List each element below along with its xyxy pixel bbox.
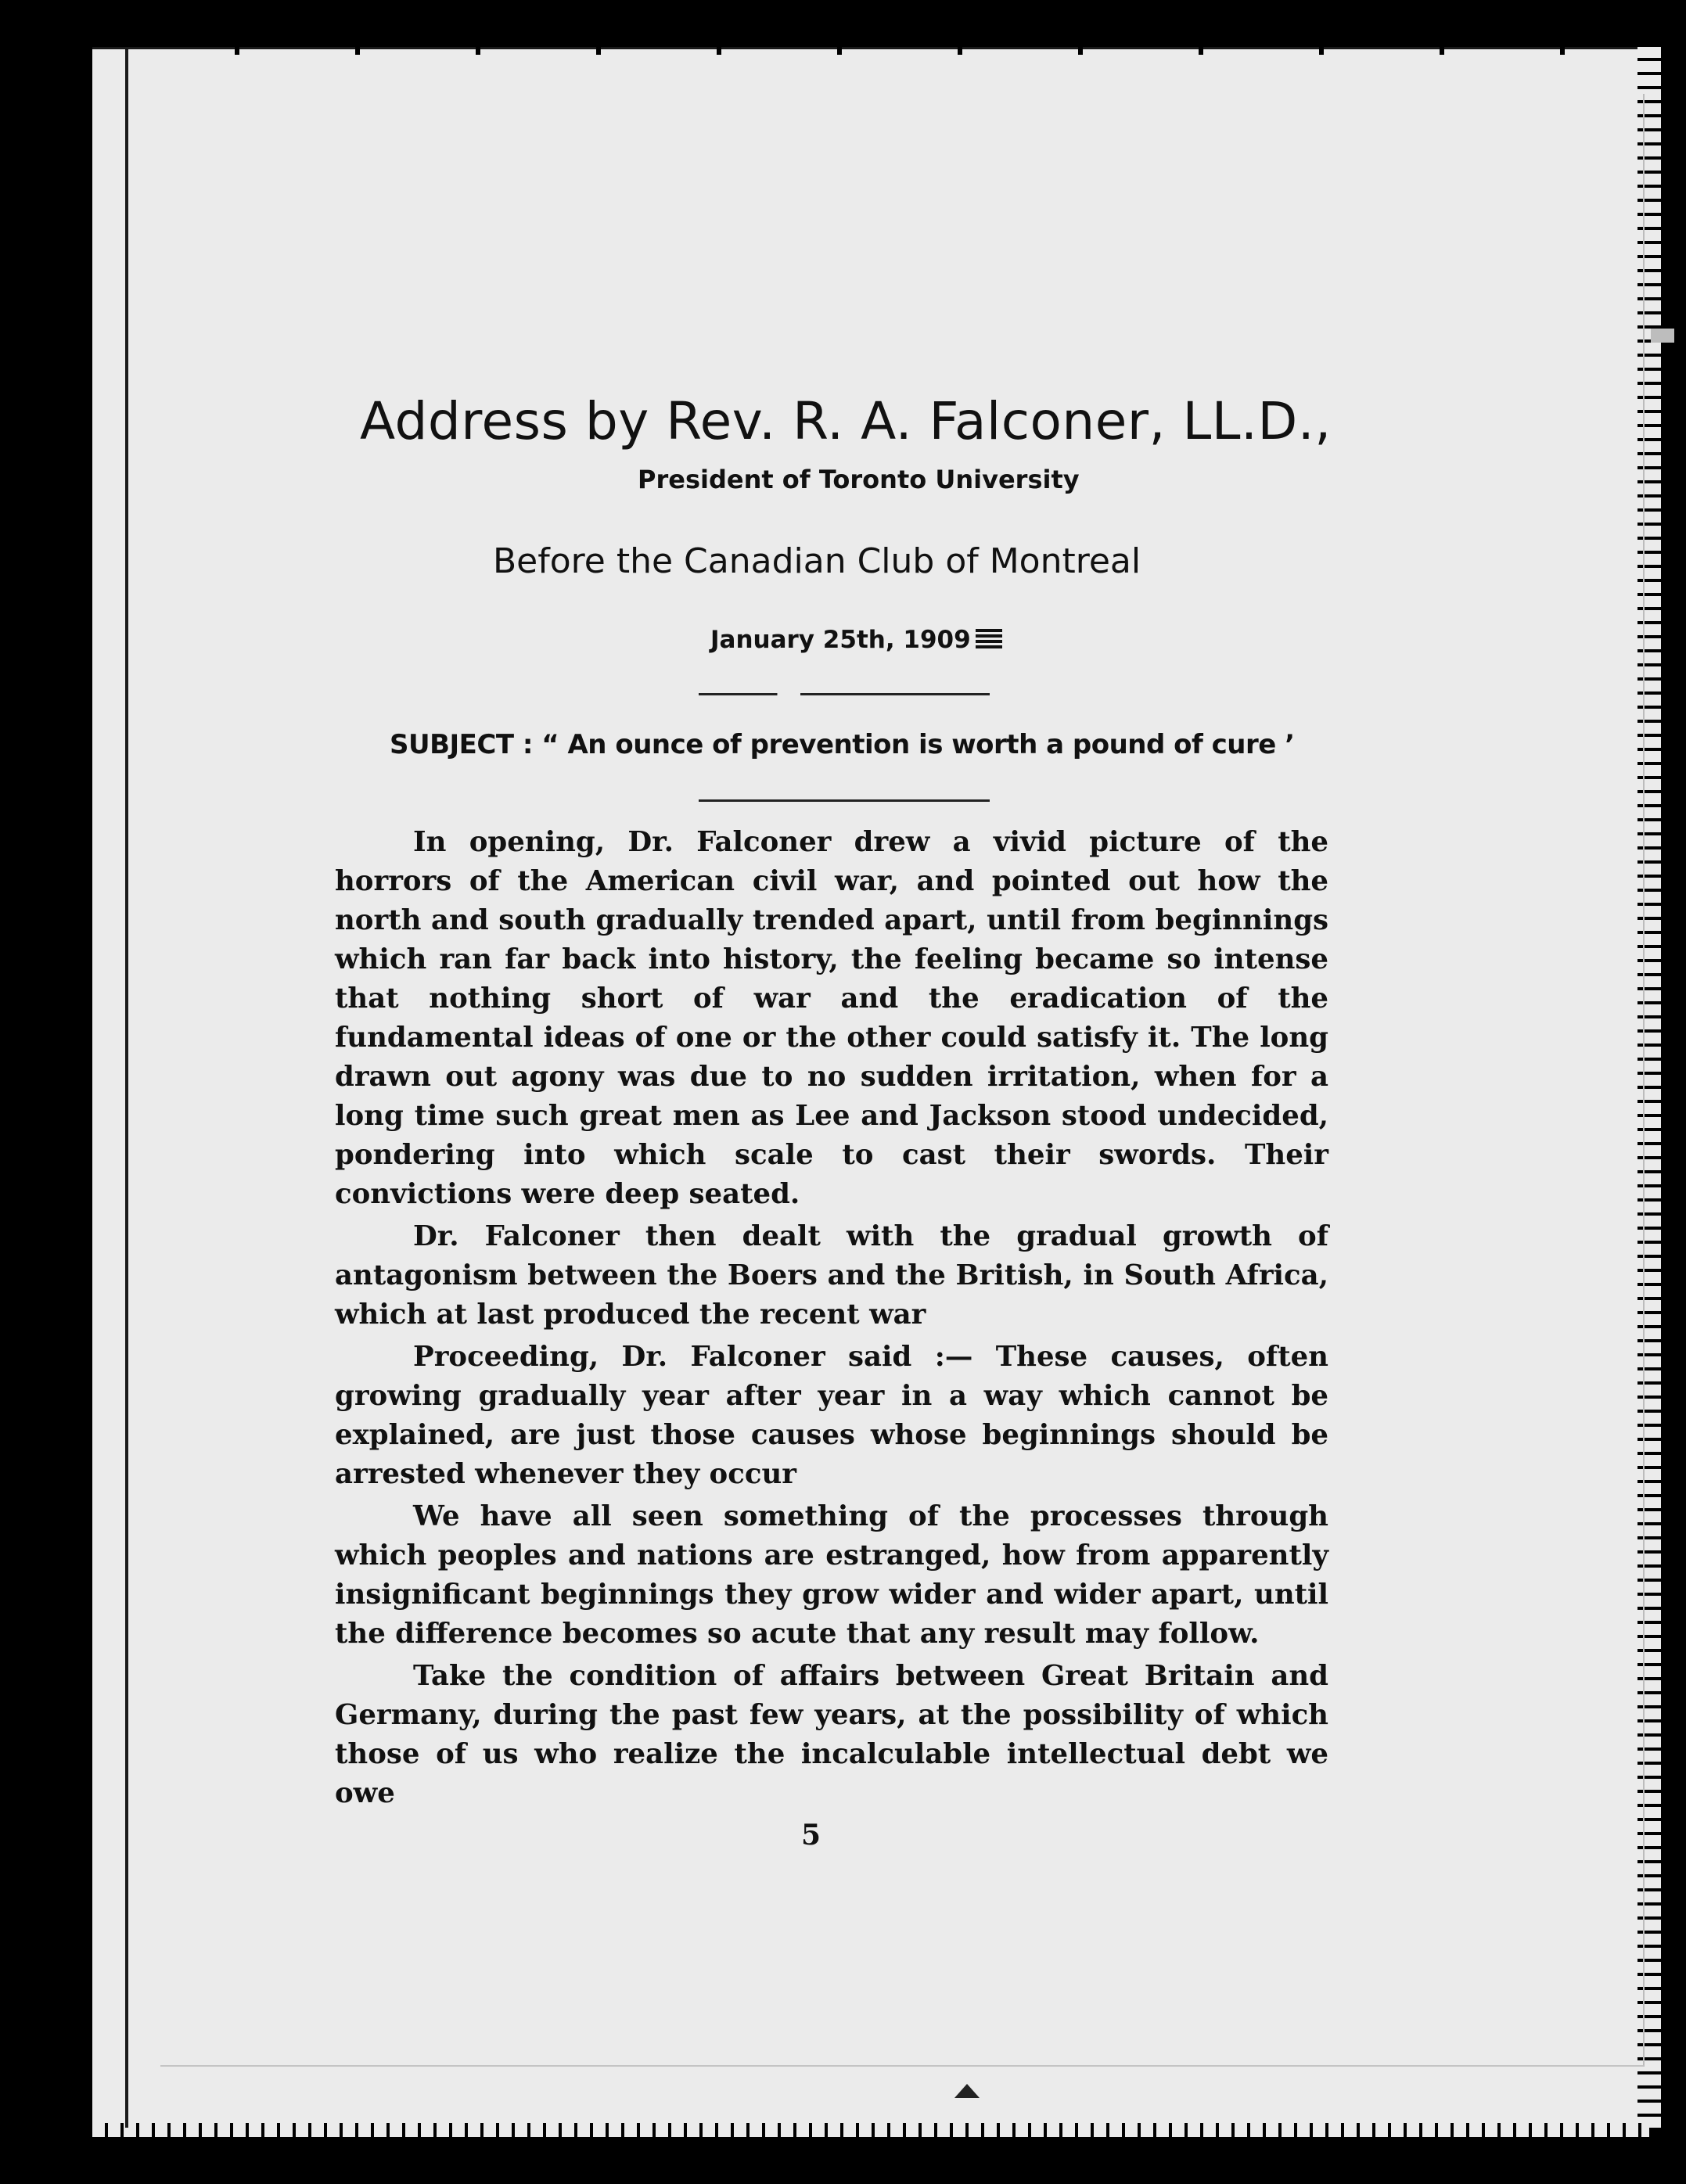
date-text: January 25th, 1909 (710, 626, 971, 654)
paragraph: Take the condition of affairs between Great Britain and Germany, during the past few years, at the possibility of which those of us who realize the incalculable intellectual debt we owe (335, 1660, 1328, 1809)
paragraph: We have all seen something of the processes through which peoples and nations are estranged, how from apparently insignificant beginnings they grow wider and wider apart, until the difference becomes so acute that any result may follow. (335, 1500, 1328, 1650)
ink-mark (976, 629, 1002, 649)
subject-line: SUBJECT : “ An ounce of prevention is worth a pound of cure ’ (390, 729, 1295, 760)
paragraph: Proceeding, Dr. Falconer said :— These causes, often growing gradually year after year in a way which cannot be explained, are just those causes whose beginnings should be arrested whenever they occur (335, 1341, 1328, 1490)
address-title: Address by Rev. R. A. Falconer, LL.D., (360, 391, 1332, 451)
address-date (710, 626, 1002, 654)
bottom-edge-mark (954, 2084, 980, 2098)
divider-rule (699, 799, 990, 802)
speaker-position: President of Toronto University (638, 465, 1080, 494)
page-number: 5 (801, 1819, 821, 1852)
body-text (335, 823, 1328, 1816)
paragraph: In opening, Dr. Falconer drew a vivid picture of the horrors of the American civil war, and pointed out how the north and south gradually trended apart, until from beginnings which ran far back into history, the feeling became so intense that nothing short of war and the eradication of the fundamental ideas of one or the other could satisfy it. The long drawn out agony was due to no sudden irritation, when for a long time such great men as Lee and Jackson stood undecided, pondering into which scale to cast their swords. Their convictions were deep seated. (335, 826, 1328, 1210)
venue-line: Before the Canadian Club of Montreal (493, 541, 1141, 581)
divider-rule (699, 693, 990, 695)
paragraph: Dr. Falconer then dealt with the gradual growth of antagonism between the Boers and the British, in South Africa, which at last produced the recent war (335, 1220, 1328, 1331)
